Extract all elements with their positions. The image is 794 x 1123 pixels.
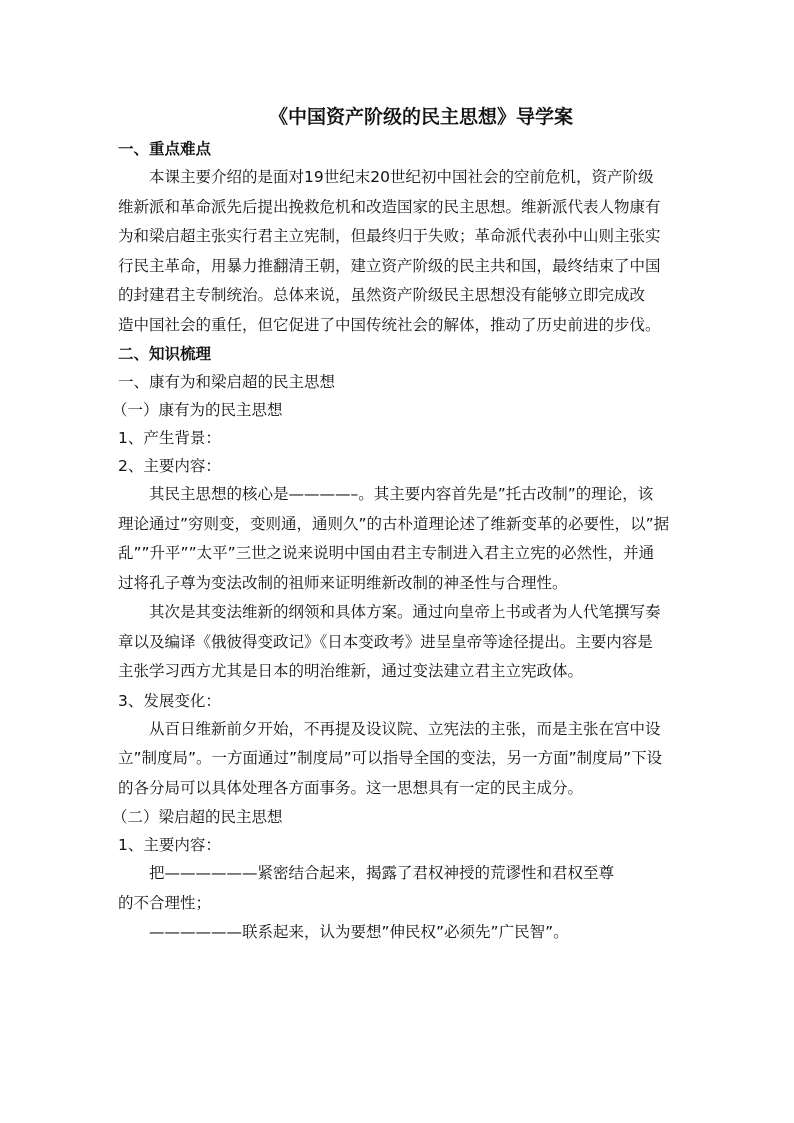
paragraph-line: 理论通过”穷则变，变则通，通则久”的古朴道理论述了维新变革的必要性，以”据 [118,514,670,533]
kang-program-paragraph [118,598,680,687]
paragraph-line: 立”制度局”。一方面通过”制度局”可以指导全国的变法，另一方面”制度局”下设 [118,749,663,767]
paragraph-line: 主张学习西方尤其是日本的明治维新，通过变法建立君主立宪政体。 [118,662,584,680]
paragraph-line: 从百日维新前夕开始，不再提及设议院、立宪法的主张，而是主张在宫中设 [149,719,661,738]
document-page [112,103,680,948]
liang-content-paragraph [118,859,680,918]
item-development: 3、发展变化： [118,691,221,710]
paragraph-line: 维新派和革命派先后提出挽救危机和改造国家的民主思想。维新派代表人物康有 [118,197,661,216]
document-title: 《中国资产阶级的民主思想》导学案 [268,106,573,128]
item-background: 1、产生背景： [118,429,221,447]
subheading-kang-liang: 一、康有为和梁启超的民主思想 [118,373,336,391]
paragraph-line: 本课主要介绍的是面对19世纪末20世纪初中国社会的空前危机，资产阶级 [149,168,654,186]
section-heading-knowledge: 二、知识梳理 [118,345,212,363]
paragraph-line: 其次是其变法维新的纲领和具体方案。通过向皇帝上书或者为人代笔撰写奏 [149,603,661,621]
paragraph-line: 把——————紧密结合起来，揭露了君权神授的荒谬性和君权至尊 [149,864,615,882]
item-liang-content: 1、主要内容： [118,836,221,854]
paragraph-line: 的各分局可以具体处理各方面事务。这一思想具有一定的民主成分。 [118,778,584,797]
paragraph-line: 的不合理性； [118,893,212,912]
kang-development-paragraph [118,715,680,804]
subheading-liang: （二）梁启超的民主思想 [112,808,283,826]
paragraph-line: 章以及编译《俄彼得变政记》《日本变政考》进呈皇帝等途径提出。主要内容是 [118,632,653,651]
subheading-kang: （一）康有为的民主思想 [112,401,283,419]
paragraph-line: 其民主思想的核心是————–。其主要内容首先是”托古改制”的理论，该 [149,485,654,503]
paragraph-line: 乱””升平””太平”三世之说来说明中国由君主专制进入君主立宪的必然性，并通 [118,544,655,562]
paragraph-line: 行民主革命，用暴力推翻清王朝，建立资产阶级的民主共和国，最终结束了中国 [118,256,661,275]
paragraph-line: 的封建君主专制统治。总体来说，虽然资产阶级民主思想没有能够立即完成改 [118,286,646,304]
paragraph-line: 造中国社会的重任，但它促进了中国传统社会的解体，推动了历史前进的步伐。 [118,315,661,334]
item-main-content: 2、主要内容： [118,457,221,475]
kang-core-paragraph [118,480,680,598]
liang-civil-rights-paragraph [118,918,680,948]
paragraph-line: 为和梁启超主张实行君主立宪制，但最终归于失败；革命派代表孙中山则主张实 [118,227,661,245]
section-heading-key-points: 一、重点难点 [118,140,212,158]
key-points-paragraph [118,163,680,340]
paragraph-line: ——————联系起来，认为要想”伸民权”必须先”广民智”。 [149,923,569,941]
paragraph-line: 过将孔子尊为变法改制的祖师来证明维新改制的神圣性与合理性。 [118,573,568,592]
